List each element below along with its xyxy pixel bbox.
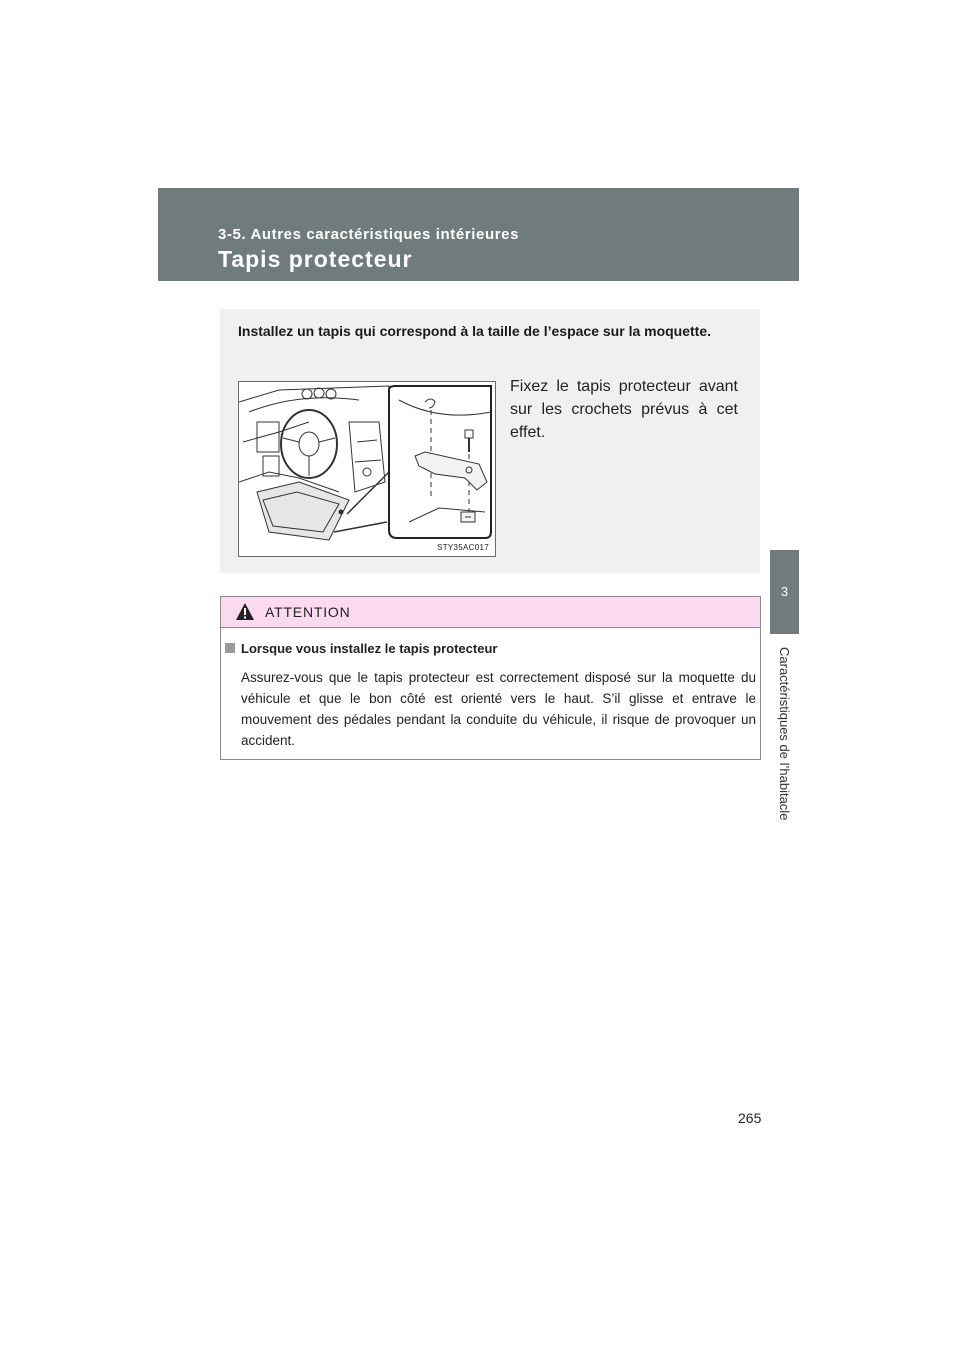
chapter-tab: 3 [770,550,799,634]
page-number: 265 [738,1110,762,1126]
section-header [158,188,799,281]
figure-code: STY35AC017 [437,543,489,552]
warning-icon [235,602,255,622]
chapter-label [770,634,799,834]
attention-item-title-text: Lorsque vous installez le tapis protecteur [241,641,498,656]
attention-item-title [225,641,497,656]
attention-header [221,597,760,628]
floor-mat-illustration [238,381,496,557]
section-subtitle: 3-5. Autres caractéristiques intérieures [218,226,520,243]
attention-box [220,596,761,760]
intro-lead-text: Installez un tapis qui correspond à la taille de l’espace sur la moquette. [238,323,712,339]
instruction-text: Fixez le tapis protecteur avant sur les crochets prévus à cet effet. [510,378,738,441]
car-interior-drawing [239,382,495,556]
bullet-square-icon [225,643,235,653]
page-title: Tapis protecteur [218,246,413,272]
chapter-label-text: Caractéristiques de l’habitacle [777,647,792,821]
intro-box [220,309,760,573]
attention-label: ATTENTION [265,604,351,620]
attention-item-body: Assurez-vous que le tapis protecteur est correctement disposé sur la moquette du véhicule et que le bon côté est orienté vers le haut. S’il glisse et entrave le mouvement des pédales pendant la conduite du véhicule, il risque de provoquer un accident. [241,670,756,748]
